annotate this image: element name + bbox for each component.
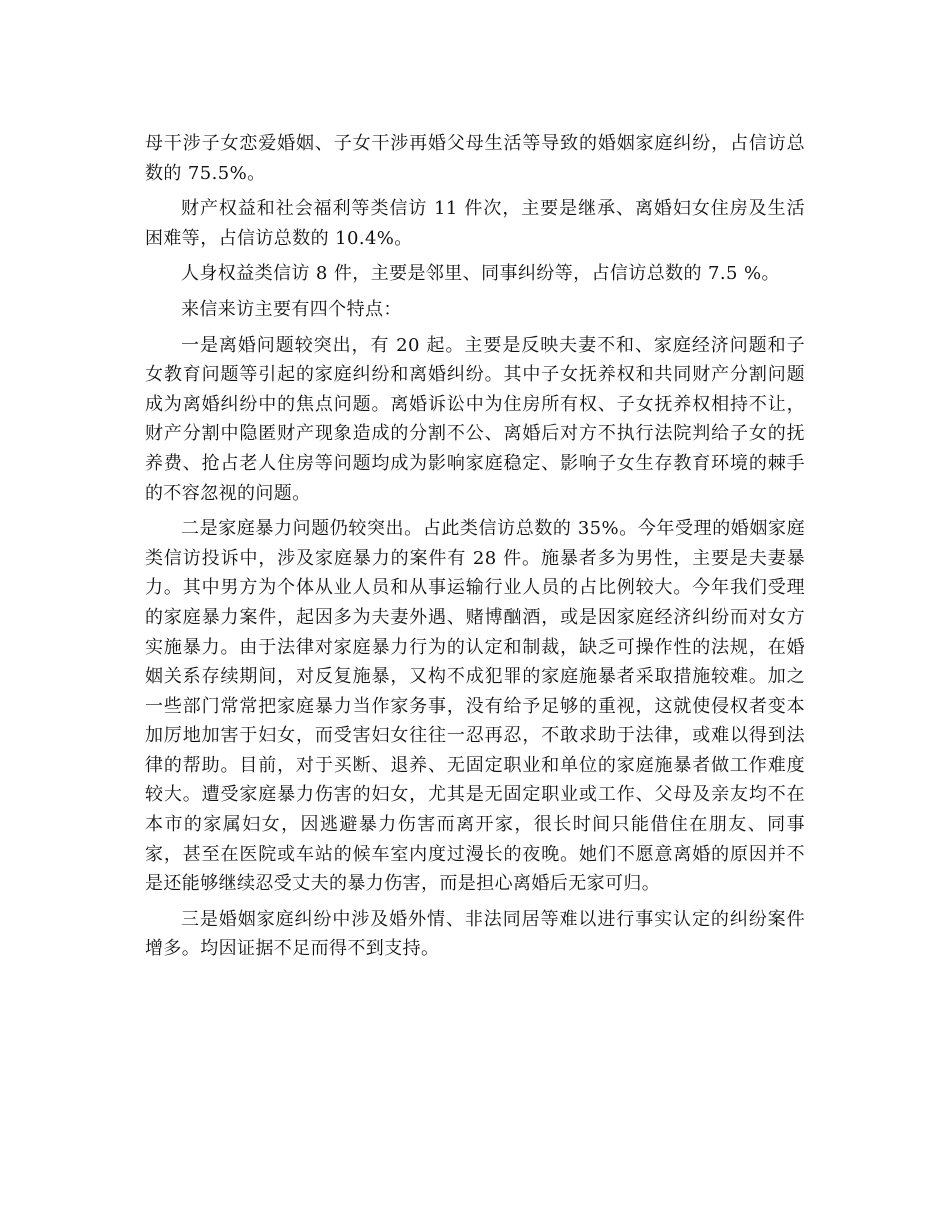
document-body — [145, 129, 805, 970]
paragraph-personal-rights: 人身权益类信访 8 件，主要是邻里、同事纠纷等，占信访总数的 7.5 %。 — [181, 263, 780, 285]
paragraph-continuation: 母干涉子女恋爱婚姻、子女干涉再婚父母生活等导致的婚姻家庭纠纷，占信访总数的 75.5%。 — [145, 133, 805, 184]
paragraph-four-features-intro: 来信来访主要有四个特点： — [181, 298, 402, 320]
paragraph-property-rights: 财产权益和社会福利等类信访 11 件次，主要是继承、离婚妇女住房及生活困难等，占信访总数的 10.4%。 — [145, 198, 805, 249]
paragraph-feature-divorce: 一是离婚问题较突出，有 20 起。主要是反映夫妻不和、家庭经济问题和子女教育问题等引起的家庭纠纷和离婚纠纷。其中子女抚养权和共同财产分割问题成为离婚纠纷中的焦点问题。离婚诉讼中为住房所有权、子女抚养权相持不让，财产分割中隐匿财产现象造成的分割不公、离婚后对方不执行法院判给子女的抚养费、抢占老人住房等问题均成为影响家庭稳定、影响子女生存教育环境的棘手的不容忽视的问题。 — [145, 334, 805, 504]
paragraph-feature-extramarital: 三是婚姻家庭纠纷中涉及婚外情、非法同居等难以进行事实认定的纠纷案件增多。均因证据不足而得不到支持。 — [145, 908, 805, 960]
paragraph-feature-domestic-violence: 二是家庭暴力问题仍较突出。占此类信访总数的 35%。今年受理的婚姻家庭类信访投诉中，涉及家庭暴力的案件有 28 件。施暴者多为男性，主要是夫妻暴力。其中男方为个体从业人员和从事运输行业人员的占比例较大。今年我们受理的家庭暴力案件，起因多为夫妻外遇、赌博酗酒，或是因家庭经济纠纷而对女方实施暴力。由于法律对家庭暴力行为的认定和制裁，缺乏可操作性的法规，在婚姻关系存续期间，对反复施暴，又构不成犯罪的家庭施暴者采取措施较难。加之一些部门常常把家庭暴力当作家务事，没有给予足够的重视，这就使侵权者变本加厉地加害于妇女，而受害妇女往往一忍再忍，不敢求助于法律，或难以得到法律的帮助。目前，对于买断、退养、无固定职业和单位的家庭施暴者做工作难度较大。遭受家庭暴力伤害的妇女，尤其是无固定职业或工作、父母及亲友均不在本市的家属妇女，因逃避暴力伤害而离开家，很长时间只能借住在朋友、同事家，甚至在医院或车站的候车室内度过漫长的夜晚。她们不愿意离婚的原因并不是还能够继续忍受丈夫的暴力伤害，而是担心离婚后无家可归。 — [145, 518, 805, 895]
